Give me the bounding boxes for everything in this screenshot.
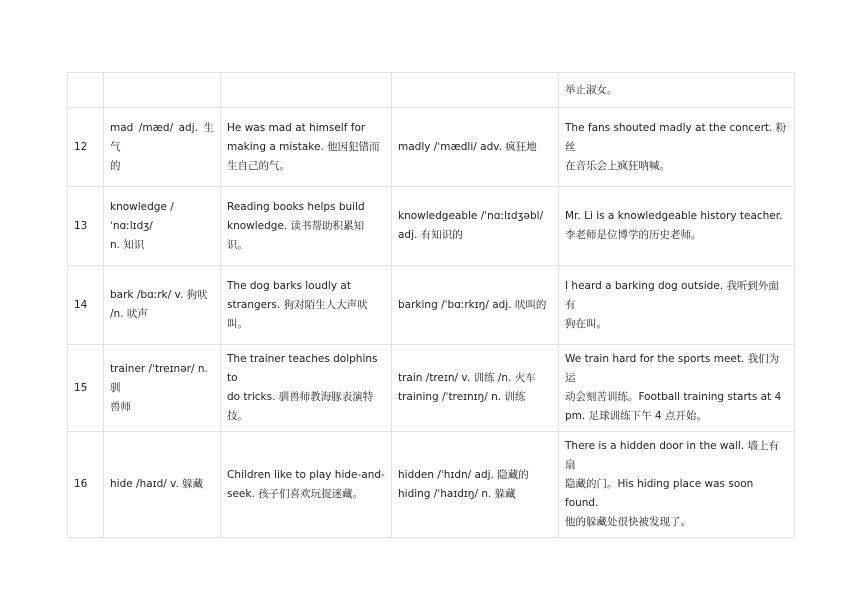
cell-text-line: Mr. Li is a knowledgeable history teacher.	[565, 210, 783, 222]
example-cell	[221, 73, 392, 108]
cell-text-line: do tricks. 驯兽师教海豚表演特	[227, 391, 374, 403]
table-row	[68, 432, 795, 538]
derived-word-cell	[392, 73, 559, 108]
cell-text-line: There is a hidden door in the wall. 墙上有扇	[565, 440, 779, 471]
cell-text-line: Reading books helps build	[227, 200, 365, 213]
word-cell	[104, 345, 221, 432]
table-row	[68, 345, 795, 432]
word-cell	[104, 432, 221, 538]
derived-example-cell	[559, 108, 795, 187]
cell-text-line: 李老师是位博学的历史老师。	[565, 229, 702, 241]
cell-text-line: making a mistake. 他因犯错而	[227, 140, 380, 153]
cell-text-line: training /ˈtreɪnɪŋ/ n. 训练	[398, 391, 526, 403]
cell-text-line: seek. 孩子们喜欢玩捉迷藏。	[227, 487, 364, 500]
table-row	[68, 73, 795, 108]
row-number: 14	[68, 266, 104, 345]
cell-text-line: I heard a barking dog outside. 我听到外面有	[565, 279, 779, 311]
cell-text-line: 动会刻苦训练。Football training starts at 4	[565, 391, 782, 403]
derived-example-cell	[559, 73, 795, 108]
derived-example-cell	[559, 432, 795, 538]
table-row	[68, 108, 795, 187]
cell-text-line: trainer /ˈtreɪnər/ n. 驯	[110, 362, 208, 394]
cell-text-line: strangers. 狗对陌生人大声吠	[227, 298, 368, 311]
example-cell	[221, 266, 392, 345]
cell-text-line: barking /ˈbɑːrkɪŋ/ adj. 吠叫的	[398, 298, 547, 311]
cell-text-line: 识。	[227, 238, 248, 251]
derived-word-cell	[392, 108, 559, 187]
row-number	[68, 73, 104, 108]
cell-text-line: 技。	[227, 410, 248, 422]
row-number: 15	[68, 345, 104, 432]
cell-text-line: bark /bɑːrk/ v. 狗吠	[110, 289, 208, 301]
cell-text-line: 他的躲藏处很快被发现了。	[565, 516, 691, 528]
cell-text-line: knowledgeable /ˈnɑːlɪdʒəbl/	[398, 210, 544, 222]
example-cell	[221, 432, 392, 538]
cell-text-line: 狗在叫。	[565, 317, 607, 330]
derived-example-cell	[559, 187, 795, 266]
cell-text-line: hide /haɪd/ v. 躲藏	[110, 478, 204, 490]
derived-word-cell	[392, 187, 559, 266]
table-row	[68, 266, 795, 345]
derived-word-cell	[392, 266, 559, 345]
row-number: 16	[68, 432, 104, 538]
word-cell	[104, 73, 221, 108]
cell-text-line: 叫。	[227, 317, 248, 330]
cell-text-line: n. 知识	[110, 238, 145, 251]
cell-text-line: hidden /ˈhɪdn/ adj. 隐藏的	[398, 468, 529, 481]
example-cell	[221, 108, 392, 187]
word-cell	[104, 108, 221, 187]
cell-text-line: adj. 有知识的	[398, 229, 463, 241]
derived-example-cell	[559, 345, 795, 432]
example-cell	[221, 187, 392, 266]
cell-text-line: knowledge /ˈnɑːlɪdʒ/	[110, 200, 174, 232]
table-row	[68, 187, 795, 266]
cell-text-line: hiding /ˈhaɪdɪŋ/ n. 躲藏	[398, 487, 516, 500]
row-number: 13	[68, 187, 104, 266]
cell-text-line: Children like to play hide-and-	[227, 468, 385, 481]
word-cell	[104, 187, 221, 266]
cell-text-line: mad /mæd/ adj. 生气	[110, 121, 214, 153]
cell-text-line: 在音乐会上疯狂呐喊。	[565, 159, 670, 172]
cell-text-line: 的	[110, 159, 121, 172]
cell-text-line: madly /ˈmædli/ adv. 疯狂地	[398, 140, 537, 153]
derived-word-cell	[392, 345, 559, 432]
cell-text-line: 隐藏的门。His hiding place was soon found.	[565, 478, 754, 509]
cell-text-line: pm. 足球训练下午 4 点开始。	[565, 410, 707, 422]
derived-example-cell	[559, 266, 795, 345]
cell-text-line: knowledge. 读书帮助积累知	[227, 219, 365, 232]
cell-text-line: 生自己的气。	[227, 159, 290, 172]
cell-text-line: The fans shouted madly at the concert. 粉丝	[565, 121, 787, 153]
row-number: 12	[68, 108, 104, 187]
cell-text-line: The dog barks loudly at	[227, 279, 351, 292]
cell-text-line: The trainer teaches dolphins to	[227, 353, 378, 384]
word-cell	[104, 266, 221, 345]
derived-word-cell	[392, 432, 559, 538]
cell-text-line: 举止淑女。	[565, 83, 618, 96]
cell-text-line: train /treɪn/ v. 训练 /n. 火车	[398, 372, 536, 384]
cell-text-line: /n. 吠声	[110, 308, 148, 320]
cell-text-line: We train hard for the sports meet. 我们为运	[565, 353, 780, 384]
vocabulary-table	[67, 72, 795, 538]
cell-text-line: 兽师	[110, 400, 131, 413]
cell-text-line: He was mad at himself for	[227, 121, 366, 134]
example-cell	[221, 345, 392, 432]
